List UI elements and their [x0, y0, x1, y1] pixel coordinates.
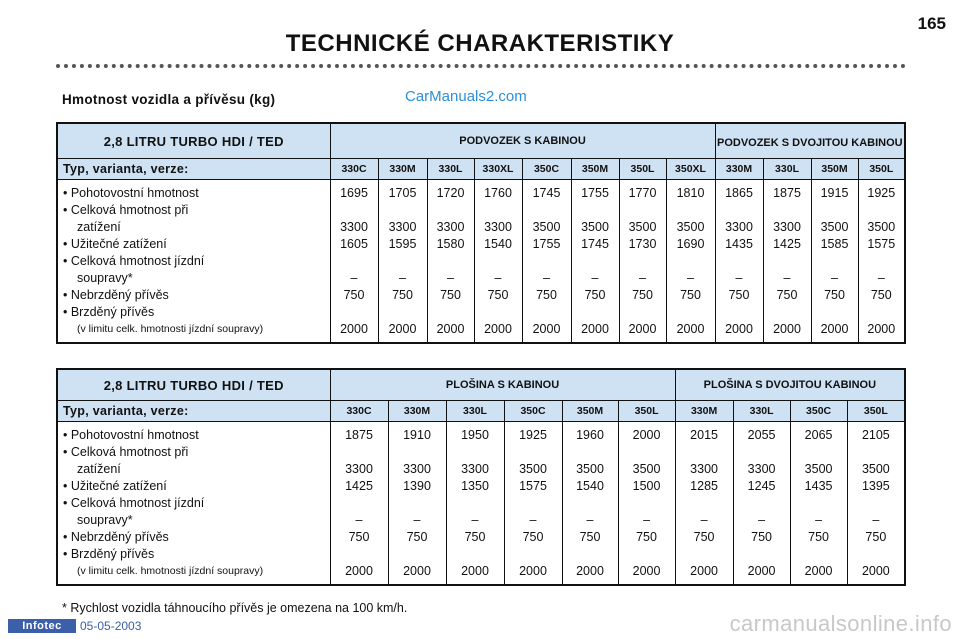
- value-cell: 3500: [576, 462, 604, 476]
- page-number: 165: [917, 14, 946, 33]
- infotec-logo: Infotec: [8, 619, 76, 633]
- value-cell: 3500: [676, 220, 705, 234]
- spacer: [331, 253, 378, 270]
- value-cell: 2000: [632, 428, 661, 442]
- value-cell: 2000: [484, 322, 512, 336]
- value-cell: 3300: [388, 220, 417, 234]
- value-cell: –: [758, 513, 766, 527]
- value-cell: 3300: [773, 220, 801, 234]
- value-cell: 3300: [345, 462, 373, 476]
- value-cell: 3500: [861, 462, 890, 476]
- spacer: [619, 546, 675, 563]
- variant-code: 330L: [427, 159, 474, 180]
- value-column: [790, 422, 847, 585]
- value-cell: 2000: [576, 564, 604, 578]
- value-cell: 1705: [388, 186, 417, 200]
- value-column: [619, 180, 666, 343]
- row-label: (v limitu celk. hmotnosti jízdní soupravy): [77, 323, 264, 335]
- page-title: TECHNICKÉ CHARAKTERISTIKY: [285, 30, 675, 57]
- spacer: [812, 304, 858, 321]
- value-cell: 1730: [628, 237, 657, 251]
- spacer: [572, 253, 619, 270]
- value-cell: 1910: [403, 428, 431, 442]
- group-header-platform: PLOŠINA S KABINOU: [330, 370, 675, 401]
- spacer: [764, 253, 811, 270]
- value-cell: 1745: [581, 237, 609, 251]
- row-label: • Celková hmotnost jízdní: [63, 254, 205, 268]
- row-label: • Pohotovostní hmotnost: [63, 428, 199, 442]
- spacer: [505, 444, 562, 461]
- value-cell: –: [399, 271, 406, 285]
- value-cell: 1695: [340, 186, 368, 200]
- value-cell: 750: [487, 288, 509, 302]
- spacer: [331, 202, 378, 219]
- value-column: [330, 180, 378, 343]
- spacer: [379, 253, 427, 270]
- spacer: [447, 444, 504, 461]
- spacer: [716, 202, 763, 219]
- value-cell: 3300: [436, 220, 465, 234]
- row-label: • Brzděný přívěs: [63, 305, 155, 319]
- row-label: • Celková hmotnost při: [63, 203, 189, 217]
- variant-code: 330L: [763, 159, 811, 180]
- value-cell: 2000: [861, 564, 890, 578]
- value-cell: –: [529, 513, 537, 527]
- dotted-divider: [56, 64, 906, 68]
- spacer: [848, 495, 905, 512]
- variant-code: 330C: [330, 159, 378, 180]
- value-column: [715, 180, 763, 343]
- variant-code: 330M: [675, 401, 733, 422]
- value-cell: 2065: [804, 428, 833, 442]
- variant-code: 350L: [619, 159, 666, 180]
- value-cell: 750: [632, 288, 653, 302]
- row-label: soupravy*: [77, 513, 133, 527]
- row-label: zatížení: [77, 462, 121, 476]
- value-cell: 2105: [861, 428, 890, 442]
- spacer: [764, 202, 811, 219]
- spacer: [331, 304, 378, 321]
- value-cell: –: [591, 271, 599, 285]
- value-cell: 1285: [690, 479, 718, 493]
- spacer: [859, 202, 905, 219]
- value-cell: –: [877, 271, 885, 285]
- row-labels: [58, 422, 330, 585]
- value-cell: 750: [464, 530, 486, 544]
- value-column: [446, 422, 504, 585]
- spacer: [505, 546, 562, 563]
- value-cell: –: [831, 271, 838, 285]
- value-cell: 1605: [340, 237, 368, 251]
- spacer: [791, 546, 847, 563]
- value-cell: –: [413, 513, 421, 527]
- value-cell: 2000: [773, 322, 801, 336]
- value-column: [562, 422, 618, 585]
- value-cell: 750: [680, 288, 701, 302]
- variant-code: 330XL: [474, 159, 522, 180]
- variant-code: 330M: [388, 401, 446, 422]
- value-cell: 2055: [747, 428, 776, 442]
- spacer: [563, 444, 618, 461]
- value-cell: 1875: [773, 186, 801, 200]
- variant-code: 350L: [618, 401, 675, 422]
- spacer: [667, 202, 715, 219]
- weights-table-platform-cab: [58, 370, 904, 584]
- value-cell: 2000: [804, 564, 833, 578]
- spacer: [676, 495, 733, 512]
- engine-header: 2,8 LITRU TURBO HDI / TED: [58, 370, 330, 401]
- value-cell: –: [872, 513, 880, 527]
- value-cell: 3300: [747, 462, 776, 476]
- value-cell: 750: [751, 530, 772, 544]
- row-labels: [58, 180, 330, 343]
- value-cell: 2015: [690, 428, 718, 442]
- spacer: [619, 495, 675, 512]
- spacer: [428, 304, 474, 321]
- group-header-cab: PODVOZEK S KABINOU: [330, 124, 715, 159]
- value-cell: –: [639, 271, 646, 285]
- spacer: [676, 546, 733, 563]
- value-cell: 3500: [867, 220, 896, 234]
- value-cell: 3500: [820, 220, 849, 234]
- value-column: [666, 180, 715, 343]
- spacer: [791, 495, 847, 512]
- spacer: [475, 253, 522, 270]
- spacer: [389, 444, 446, 461]
- spacer: [812, 202, 858, 219]
- value-column: [330, 422, 388, 585]
- value-cell: –: [350, 271, 358, 285]
- row-label: zatížení: [77, 220, 121, 234]
- spacer: [379, 304, 427, 321]
- spacer: [812, 253, 858, 270]
- value-cell: 1720: [436, 186, 465, 200]
- variant-code: 330L: [446, 401, 504, 422]
- variant-code: 350XL: [666, 159, 715, 180]
- value-cell: 2000: [867, 322, 896, 336]
- site-watermark: carmanualsonline.info: [729, 611, 952, 636]
- spacer: [447, 546, 504, 563]
- group-header-platform-double: PLOŠINA S DVOJITOU KABINOU: [675, 370, 904, 401]
- value-cell: 2000: [820, 322, 849, 336]
- value-cell: –: [643, 513, 651, 527]
- value-cell: –: [700, 513, 708, 527]
- value-cell: 1745: [532, 186, 561, 200]
- value-cell: 1770: [628, 186, 657, 200]
- value-cell: 1540: [484, 237, 512, 251]
- value-column: [378, 180, 427, 343]
- value-cell: 2000: [461, 564, 489, 578]
- value-cell: 3300: [690, 462, 718, 476]
- spacer: [848, 546, 905, 563]
- value-cell: 2000: [388, 322, 417, 336]
- row-label: • Brzděný přívěs: [63, 547, 155, 561]
- spacer: [859, 304, 905, 321]
- spacer: [620, 253, 666, 270]
- value-cell: –: [494, 271, 502, 285]
- value-cell: 750: [536, 288, 557, 302]
- value-cell: 2000: [340, 322, 368, 336]
- spacer: [428, 202, 474, 219]
- value-column: [474, 180, 522, 343]
- variant-code: 350M: [811, 159, 858, 180]
- spacer: [667, 304, 715, 321]
- variant-label: Typ, varianta, verze:: [58, 401, 330, 422]
- value-cell: 1575: [519, 479, 547, 493]
- spacer: [734, 444, 790, 461]
- variant-code: 330C: [330, 401, 388, 422]
- value-cell: 750: [636, 530, 657, 544]
- spacer: [764, 304, 811, 321]
- row-label: soupravy*: [77, 271, 133, 285]
- value-cell: 1690: [676, 237, 705, 251]
- value-column: [504, 422, 562, 585]
- variant-code: 330M: [378, 159, 427, 180]
- value-cell: 2000: [628, 322, 657, 336]
- spacer: [859, 253, 905, 270]
- value-cell: 1245: [747, 479, 776, 493]
- row-label: • Nebrzděný přívěs: [63, 530, 169, 544]
- value-cell: 750: [406, 530, 428, 544]
- value-cell: 3300: [340, 220, 368, 234]
- row-label: • Užitečné zatížení: [63, 479, 167, 493]
- spacer: [379, 202, 427, 219]
- variant-code: 330M: [715, 159, 763, 180]
- variant-code: 330L: [733, 401, 790, 422]
- value-cell: 750: [824, 288, 845, 302]
- spacer: [331, 546, 388, 563]
- value-cell: 1810: [676, 186, 705, 200]
- spacer: [676, 444, 733, 461]
- value-cell: 2000: [725, 322, 753, 336]
- value-cell: 1950: [461, 428, 489, 442]
- value-cell: 3500: [581, 220, 609, 234]
- value-column: [675, 422, 733, 585]
- value-cell: 1760: [484, 186, 512, 200]
- value-column: [618, 422, 675, 585]
- value-cell: 1390: [403, 479, 431, 493]
- value-cell: 2000: [690, 564, 718, 578]
- value-cell: 1925: [519, 428, 547, 442]
- value-column: [388, 422, 446, 585]
- value-cell: 750: [348, 530, 370, 544]
- value-cell: 1875: [345, 428, 373, 442]
- variant-label: Typ, varianta, verze:: [58, 159, 330, 180]
- spacer: [620, 202, 666, 219]
- value-cell: 3300: [484, 220, 512, 234]
- spacer: [475, 202, 522, 219]
- value-cell: 3300: [403, 462, 431, 476]
- variant-code: 350C: [522, 159, 571, 180]
- value-cell: 1425: [345, 479, 373, 493]
- value-cell: 2000: [403, 564, 431, 578]
- variant-code: 350L: [858, 159, 904, 180]
- value-cell: 750: [343, 288, 365, 302]
- value-column: [858, 180, 904, 343]
- value-cell: 3500: [532, 220, 561, 234]
- value-cell: 3500: [519, 462, 547, 476]
- value-cell: –: [586, 513, 594, 527]
- value-cell: 1925: [867, 186, 896, 200]
- value-cell: 750: [776, 288, 798, 302]
- row-label: • Nebrzděný přívěs: [63, 288, 169, 302]
- value-cell: 2000: [676, 322, 705, 336]
- value-cell: –: [783, 271, 791, 285]
- value-cell: 750: [865, 530, 887, 544]
- group-header-double-cab: PODVOZEK S DVOJITOU KABINOU: [715, 124, 904, 159]
- value-cell: 1425: [773, 237, 801, 251]
- spacer: [848, 444, 905, 461]
- value-column: [522, 180, 571, 343]
- spacer: [505, 495, 562, 512]
- section-heading: Hmotnost vozidla a přívěsu (kg): [62, 92, 276, 107]
- spacer: [620, 304, 666, 321]
- spacer: [331, 495, 388, 512]
- value-cell: –: [355, 513, 363, 527]
- row-label: • Užitečné zatížení: [63, 237, 167, 251]
- spacer: [523, 253, 571, 270]
- value-cell: 1500: [632, 479, 661, 493]
- spacer: [572, 202, 619, 219]
- row-label: • Celková hmotnost při: [63, 445, 189, 459]
- value-cell: 2000: [632, 564, 661, 578]
- value-cell: 750: [440, 288, 461, 302]
- spacer: [716, 304, 763, 321]
- value-cell: 1595: [388, 237, 417, 251]
- value-cell: 750: [693, 530, 715, 544]
- value-cell: 3500: [804, 462, 833, 476]
- value-cell: 1915: [820, 186, 849, 200]
- row-label: (v limitu celk. hmotnosti jízdní soupravy): [77, 565, 264, 577]
- value-column: [811, 180, 858, 343]
- value-cell: 1580: [436, 237, 465, 251]
- spacer: [572, 304, 619, 321]
- value-cell: 750: [728, 288, 750, 302]
- variant-code: 350M: [571, 159, 619, 180]
- value-cell: 2000: [581, 322, 609, 336]
- value-cell: –: [447, 271, 454, 285]
- spacer: [523, 304, 571, 321]
- value-cell: 1540: [576, 479, 604, 493]
- value-cell: 750: [808, 530, 829, 544]
- row-label: • Celková hmotnost jízdní: [63, 496, 205, 510]
- spacer: [389, 546, 446, 563]
- variant-code: 350L: [847, 401, 904, 422]
- spacer: [716, 253, 763, 270]
- weights-table-chassis-cab: [58, 124, 904, 342]
- value-cell: 2000: [747, 564, 776, 578]
- variant-code: 350C: [790, 401, 847, 422]
- spacer: [428, 253, 474, 270]
- value-cell: 3300: [725, 220, 753, 234]
- spacer: [563, 495, 618, 512]
- value-cell: 2000: [519, 564, 547, 578]
- spacer: [475, 304, 522, 321]
- spacer: [667, 253, 715, 270]
- value-cell: 3300: [461, 462, 489, 476]
- spacer: [523, 202, 571, 219]
- value-cell: 750: [870, 288, 892, 302]
- value-cell: –: [815, 513, 823, 527]
- spacer: [791, 444, 847, 461]
- value-cell: 2000: [436, 322, 465, 336]
- value-column: [571, 180, 619, 343]
- variant-code: 350M: [562, 401, 618, 422]
- value-cell: –: [687, 271, 694, 285]
- value-cell: –: [471, 513, 479, 527]
- row-label: • Pohotovostní hmotnost: [63, 186, 199, 200]
- value-cell: 3500: [632, 462, 661, 476]
- value-cell: 1585: [820, 237, 849, 251]
- value-cell: 3500: [628, 220, 657, 234]
- value-cell: 1350: [461, 479, 489, 493]
- value-cell: 1960: [576, 428, 604, 442]
- value-cell: –: [543, 271, 550, 285]
- value-column: [733, 422, 790, 585]
- spacer: [563, 546, 618, 563]
- document-date: 05-05-2003: [80, 619, 142, 633]
- value-cell: –: [735, 271, 743, 285]
- spacer: [447, 495, 504, 512]
- value-cell: 1755: [581, 186, 609, 200]
- engine-header: 2,8 LITRU TURBO HDI / TED: [58, 124, 330, 159]
- value-cell: 750: [522, 530, 544, 544]
- watermark-link[interactable]: CarManuals2.com: [405, 88, 527, 105]
- spacer: [331, 444, 388, 461]
- value-column: [847, 422, 904, 585]
- value-cell: 1755: [532, 237, 561, 251]
- value-cell: 750: [584, 288, 606, 302]
- spacer: [734, 495, 790, 512]
- value-cell: 1395: [861, 479, 890, 493]
- value-cell: 1575: [867, 237, 896, 251]
- spacer: [389, 495, 446, 512]
- value-cell: 2000: [532, 322, 561, 336]
- value-cell: 750: [579, 530, 601, 544]
- value-cell: 1435: [804, 479, 833, 493]
- spacer: [734, 546, 790, 563]
- value-column: [427, 180, 474, 343]
- variant-code: 350C: [504, 401, 562, 422]
- spacer: [619, 444, 675, 461]
- value-cell: 1435: [725, 237, 753, 251]
- value-cell: 750: [392, 288, 413, 302]
- value-cell: 1865: [725, 186, 753, 200]
- value-cell: 2000: [345, 564, 373, 578]
- value-column: [763, 180, 811, 343]
- footnote: * Rychlost vozidla táhnoucího přívěs je omezena na 100 km/h.: [62, 601, 408, 615]
